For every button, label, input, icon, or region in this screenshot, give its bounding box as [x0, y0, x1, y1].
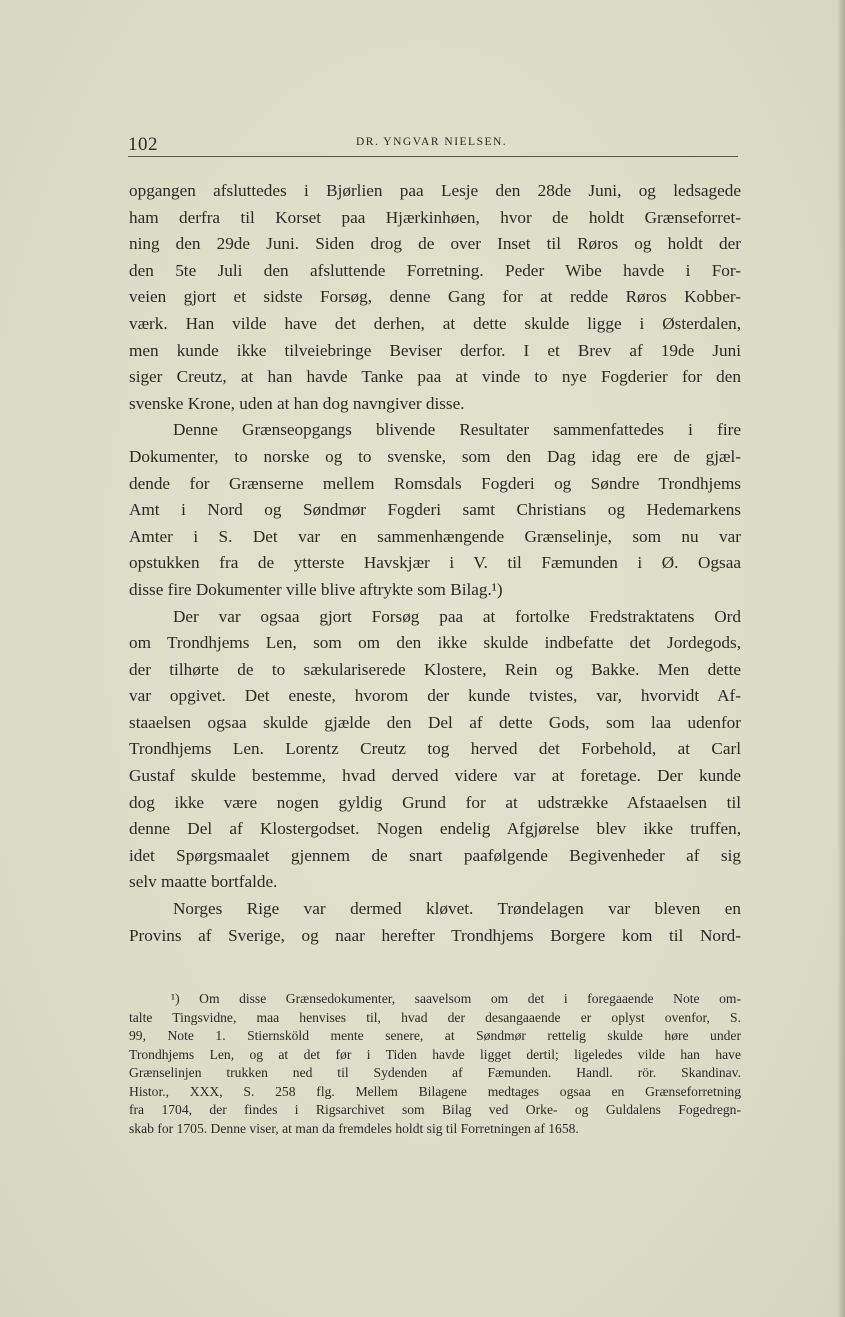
body-line: dende for Grænserne mellem Romsdals Fogderi og Søndre Trondhjems	[129, 473, 741, 493]
body-line: selv maatte bortfalde.	[129, 872, 278, 892]
body-line: værk. Han vilde have det derhen, at dette skulde ligge i Østerdalen,	[129, 313, 741, 333]
body-line: var opgivet. Det eneste, hvorom der kunde tvistes, var, hvorvidt Af-	[129, 686, 741, 706]
body-line: opstukken fra de ytterste Havskjær i V. til Fæmunden i Ø. Ogsaa	[129, 553, 741, 573]
body-line: veien gjort et sidste Forsøg, denne Gang for at redde Røros Kobber-	[129, 287, 741, 307]
body-line: Dokumenter, to norske og to svenske, som den Dag idag ere de gjæl-	[129, 446, 741, 466]
body-text	[129, 178, 741, 949]
body-line: Denne Grænseopgangs blivende Resultater sammenfattedes i fire	[173, 420, 741, 440]
footnote-line: fra 1704, der findes i Rigsarchivet som Bilag ved Orke- og Guldalens Fogedregn-	[129, 1102, 741, 1117]
body-line: denne Del af Klostergodset. Nogen endelig Afgjørelse blev ikke truffen,	[129, 819, 741, 839]
body-line: Trondhjems Len. Lorentz Creutz tog herved det Forbehold, at Carl	[129, 739, 741, 759]
body-line: dog ikke være nogen gyldig Grund for at udstrække Afstaaelsen til	[129, 792, 741, 812]
body-line: staaelsen ogsaa skulde gjælde den Del af dette Gods, som laa udenfor	[129, 712, 741, 732]
body-line: Norges Rige var dermed kløvet. Trøndelagen var bleven en	[173, 899, 741, 919]
body-line: svenske Krone, uden at han dog navngiver disse.	[129, 393, 465, 413]
footnote-line: 99, Note 1. Stiernsköld mente senere, at Søndmør rettelig skulde høre under	[129, 1028, 741, 1043]
body-line: Der var ogsaa gjort Forsøg paa at fortolke Fredstraktatens Ord	[173, 606, 741, 626]
footnote-line: skab for 1705. Denne viser, at man da fremdeles holdt sig til Forretningen af 1658.	[129, 1120, 579, 1136]
body-line: den 5te Juli den afsluttende Forretning. Peder Wibe havde i For-	[129, 260, 741, 280]
page-header	[128, 128, 738, 157]
footnote-line: talte Tingsvidne, maa henvises til, hvad der desangaaende er oplyst ovenfor, S.	[129, 1009, 741, 1025]
body-line: Amter i S. Det var en sammenhængende Grænselinje, som nu var	[129, 526, 741, 546]
footnote-line: ¹) Om disse Grænsedokumenter, saavelsom om det i foregaaende Note om-	[171, 991, 741, 1006]
body-line: men kunde ikke tilveiebringe Beviser derfor. I et Brev af 19de Juni	[129, 340, 741, 360]
footnote-line: Grænselinjen trukken ned til Sydenden af Fæmunden. Handl. rör. Skandinav.	[129, 1065, 741, 1080]
footnote-line: Trondhjems Len, og at det før i Tiden havde ligget dertil; ligeledes vilde han have	[129, 1046, 741, 1062]
body-line: ning den 29de Juni. Siden drog de over Inset til Røros og holdt der	[129, 234, 741, 254]
page-number: 102	[128, 134, 158, 155]
footnote-line: Histor., XXX, S. 258 flg. Mellem Bilagene medtages ogsaa en Grænseforretning	[129, 1083, 741, 1099]
body-line: opgangen afsluttedes i Bjørlien paa Lesje den 28de Juni, og ledsagede	[129, 181, 741, 200]
body-line: idet Spørgsmaalet gjennem de snart paafølgende Begivenheder af sig	[129, 845, 741, 865]
page-edge-shadow	[837, 0, 845, 1317]
running-head: DR. YNGVAR NIELSEN.	[356, 136, 508, 148]
body-line: Amt i Nord og Søndmør Fogderi samt Christians og Hedemarkens	[129, 500, 741, 520]
body-line: siger Creutz, at han havde Tanke paa at vinde to nye Fogderier for den	[129, 367, 741, 387]
body-line: der tilhørte de to sækulariserede Klostere, Rein og Bakke. Men dette	[129, 659, 741, 679]
body-line: Gustaf skulde bestemme, hvad derved videre var at foretage. Der kunde	[129, 766, 741, 786]
body-line: Provins af Sverige, og naar herefter Trondhjems Borgere kom til Nord-	[129, 925, 741, 945]
body-line: om Trondhjems Len, som om den ikke skulde indbefatte det Jordegods,	[129, 633, 741, 653]
body-line: disse fire Dokumenter ville blive aftrykte som Bilag.¹)	[129, 579, 503, 599]
footnotes	[129, 990, 741, 1138]
body-line: ham derfra til Korset paa Hjærkinhøen, hvor de holdt Grænseforret-	[129, 207, 741, 227]
